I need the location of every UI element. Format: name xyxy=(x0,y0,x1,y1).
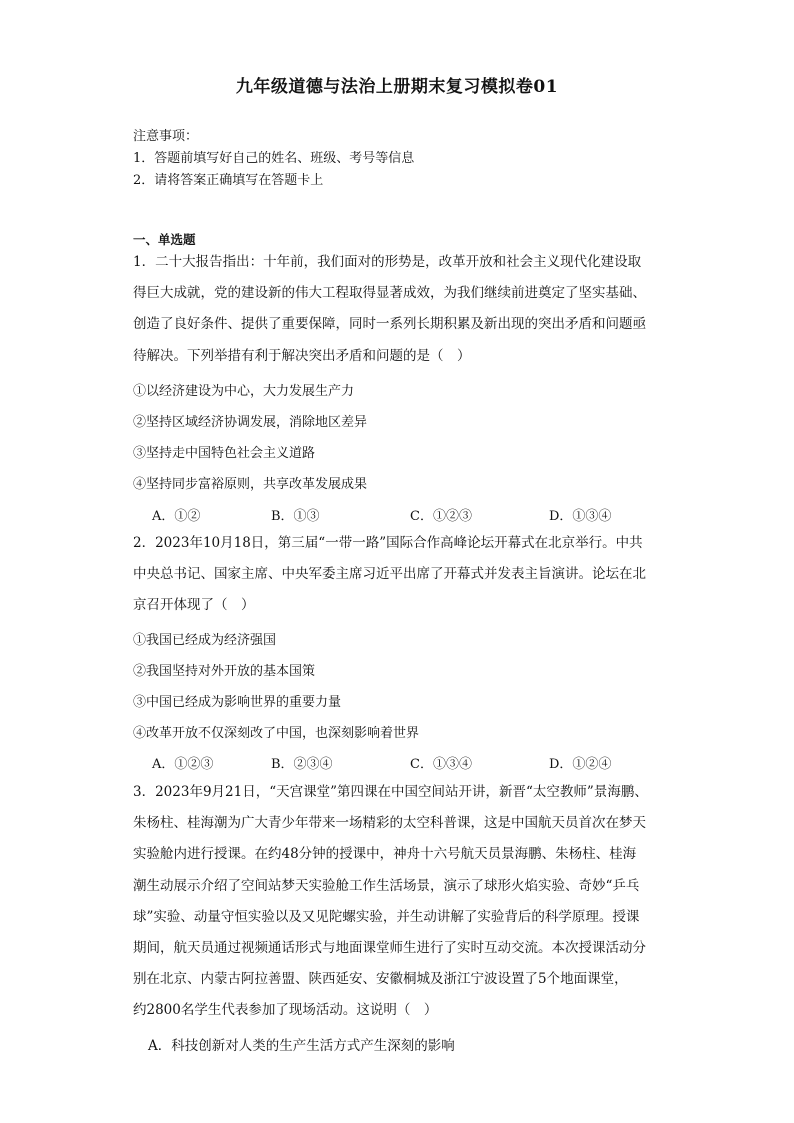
question-3-stem xyxy=(133,777,668,1027)
question-line: 实验舱内进行授课。在约48分钟的授课中，神舟十六号航天员景海鹏、朱杨柱、桂海 xyxy=(133,846,637,863)
question-line: 别在北京、内蒙古阿拉善盟、陕西延安、安徽桐城及浙江宁波设置了5个地面课堂， xyxy=(133,971,628,988)
notes-item: 2．请将答案正确填写在答题卡上 xyxy=(133,173,324,188)
statement-item: ①以经济建设为中心，大力发展生产力 xyxy=(133,384,355,399)
question-1-stem xyxy=(133,247,668,372)
statement-item: ②我国坚持对外开放的基本国策 xyxy=(133,664,316,679)
question-line: 约2800名学生代表参加了现场活动。这说明（ ） xyxy=(133,1002,438,1019)
question-line: 潮生动展示介绍了空间站梦天实验舱工作生活场景，演示了球形火焰实验、奇妙“乒乓 xyxy=(133,877,640,894)
question-line: 2．2023年10月18日，第三届“一带一路”国际合作高峰论坛开幕式在北京举行。中共 xyxy=(133,535,643,551)
statement-item: ②坚持区域经济协调发展，消除地区差异 xyxy=(133,415,368,430)
question-2-stem xyxy=(133,528,668,622)
choice-a[interactable]: A．科技创新对人类的生产生活方式产生深刻的影响 xyxy=(148,1038,455,1054)
choice-c[interactable]: C．①②③ xyxy=(410,509,472,524)
statement-item: ③坚持走中国特色社会主义道路 xyxy=(133,446,316,461)
notes-block xyxy=(133,126,414,192)
notes-item: 1．答题前填写好自己的姓名、班级、考号等信息 xyxy=(133,151,415,166)
question-line: 得巨大成就，党的建设新的伟大工程取得显著成效，为我们继续前进奠定了坚实基础、 xyxy=(133,285,646,302)
choice-c[interactable]: C．①③④ xyxy=(410,757,472,772)
question-line: 中央总书记、国家主席、中央军委主席习近平出席了开幕式并发表主旨演讲。论坛在北 xyxy=(133,566,646,583)
choice-d[interactable]: D．①②④ xyxy=(549,757,612,772)
choice-b[interactable]: B．②③④ xyxy=(271,757,333,772)
question-line: 京召开体现了（ ） xyxy=(133,597,255,614)
question-line: 待解决。下列举措有利于解决突出矛盾和问题的是（ ） xyxy=(133,347,471,364)
statement-item: ③中国已经成为影响世界的重要力量 xyxy=(133,695,342,710)
question-line: 创造了良好条件、提供了重要保障，同时一系列长期积累及新出现的突出矛盾和问题亟 xyxy=(133,316,646,333)
question-line: 3．2023年9月21日，“天宫课堂”第四课在中国空间站开讲，新晋“太空教师”景海鹏、 xyxy=(133,784,648,800)
choice-a[interactable]: A．①② xyxy=(152,509,201,524)
section-title: 一、单选题 xyxy=(133,232,196,247)
statement-item: ④改革开放不仅深刻改了中国，也深刻影响着世界 xyxy=(133,726,420,741)
choice-a[interactable]: A．①②③ xyxy=(152,757,214,772)
page-title: 九年级道德与法治上册期末复习模拟卷01 xyxy=(235,77,559,97)
notes-heading: 注意事项： xyxy=(133,129,199,144)
question-line: 1．二十大报告指出：十年前，我们面对的形势是，改革开放和社会主义现代化建设取 xyxy=(133,254,642,270)
statement-item: ④坚持同步富裕原则，共享改革发展成果 xyxy=(133,477,368,492)
statement-item: ①我国已经成为经济强国 xyxy=(133,633,277,648)
choice-b[interactable]: B．①③ xyxy=(271,509,320,524)
question-line: 球”实验、动量守恒实验以及又见陀螺实验，并生动讲解了实验背后的科学原理。授课 xyxy=(133,908,640,925)
question-line: 朱杨柱、桂海潮为广大青少年带来一场精彩的太空科普课，这是中国航天员首次在梦天 xyxy=(133,815,646,832)
choice-d[interactable]: D．①③④ xyxy=(549,509,612,524)
question-line: 期间，航天员通过视频通话形式与地面课堂师生进行了实时互动交流。本次授课活动分 xyxy=(133,940,646,957)
